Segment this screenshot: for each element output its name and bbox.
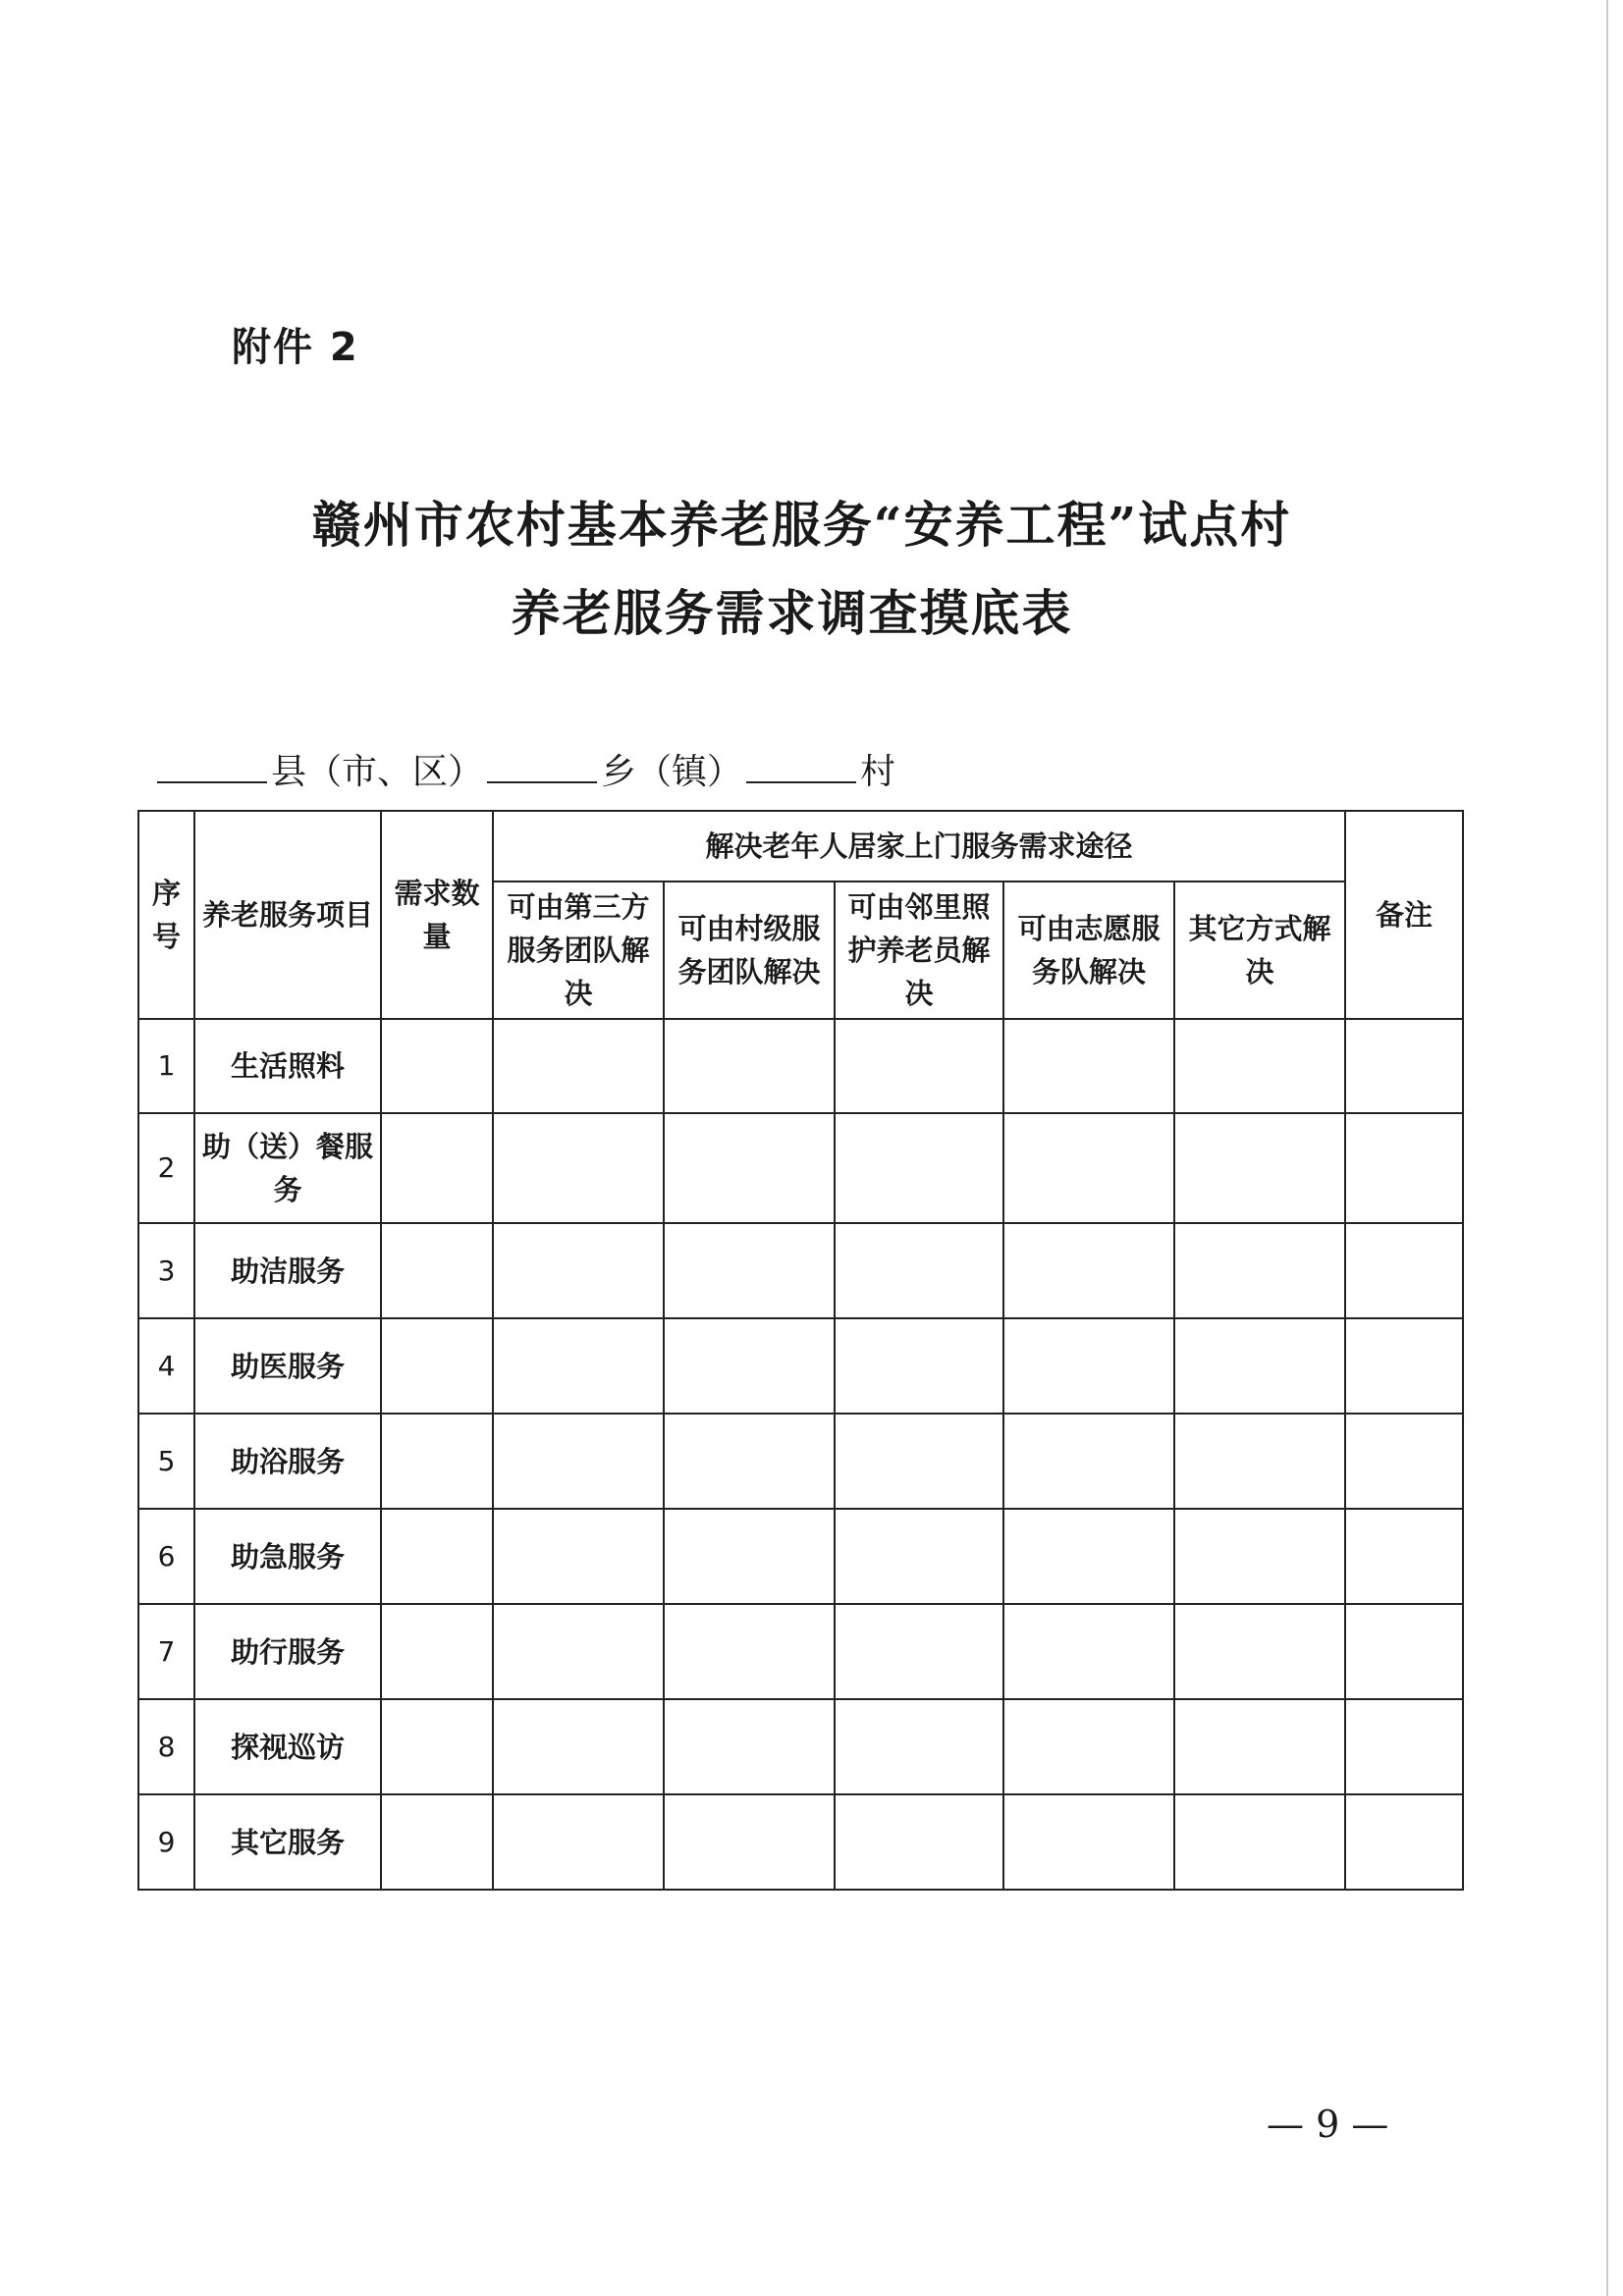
row-input-cell[interactable] — [493, 1509, 664, 1604]
row-input-cell[interactable] — [381, 1509, 493, 1604]
row-input-cell[interactable] — [664, 1318, 835, 1414]
row-service-item: 助浴服务 — [194, 1414, 381, 1509]
town-label: 乡（镇） — [601, 752, 743, 792]
table-row — [138, 1223, 1463, 1318]
row-input-cell[interactable] — [1345, 1019, 1463, 1113]
row-input-cell[interactable] — [1174, 1699, 1345, 1794]
row-input-cell[interactable] — [1174, 1604, 1345, 1699]
page-number: — 9 — — [1267, 2103, 1389, 2146]
row-number: 9 — [138, 1794, 194, 1890]
row-input-cell[interactable] — [1003, 1318, 1174, 1414]
row-input-cell[interactable] — [381, 1223, 493, 1318]
row-number: 5 — [138, 1414, 194, 1509]
row-input-cell[interactable] — [835, 1509, 1003, 1604]
row-service-item: 助洁服务 — [194, 1223, 381, 1318]
row-input-cell[interactable] — [1003, 1794, 1174, 1890]
row-input-cell[interactable] — [1174, 1223, 1345, 1318]
row-input-cell[interactable] — [1345, 1223, 1463, 1318]
row-input-cell[interactable] — [664, 1604, 835, 1699]
row-input-cell[interactable] — [381, 1113, 493, 1223]
attachment-label: 附件 2 — [232, 325, 359, 370]
row-input-cell[interactable] — [1345, 1113, 1463, 1223]
row-input-cell[interactable] — [493, 1604, 664, 1699]
table-row — [138, 1113, 1463, 1223]
row-input-cell[interactable] — [381, 1699, 493, 1794]
row-input-cell[interactable] — [1174, 1414, 1345, 1509]
header-sub-village-team: 可由村级服务团队解决 — [664, 881, 835, 1019]
row-service-item: 生活照料 — [194, 1019, 381, 1113]
location-line — [157, 744, 899, 794]
row-input-cell[interactable] — [1345, 1318, 1463, 1414]
village-blank[interactable] — [746, 752, 856, 783]
row-input-cell[interactable] — [1003, 1223, 1174, 1318]
row-input-cell[interactable] — [835, 1699, 1003, 1794]
row-input-cell[interactable] — [493, 1223, 664, 1318]
row-input-cell[interactable] — [493, 1318, 664, 1414]
header-group: 解决老年人居家上门服务需求途径 — [493, 811, 1345, 881]
village-label: 村 — [860, 752, 896, 792]
row-input-cell[interactable] — [1003, 1019, 1174, 1113]
survey-table — [137, 810, 1464, 1891]
row-input-cell[interactable] — [835, 1604, 1003, 1699]
row-number: 2 — [138, 1113, 194, 1223]
row-input-cell[interactable] — [1174, 1318, 1345, 1414]
row-service-item: 其它服务 — [194, 1794, 381, 1890]
row-input-cell[interactable] — [1174, 1794, 1345, 1890]
row-input-cell[interactable] — [835, 1794, 1003, 1890]
header-sub-other: 其它方式解决 — [1174, 881, 1345, 1019]
header-sub-neighbor-care: 可由邻里照护养老员解决 — [835, 881, 1003, 1019]
header-remark: 备注 — [1345, 811, 1463, 1019]
header-sub-volunteer: 可由志愿服务队解决 — [1003, 881, 1174, 1019]
row-input-cell[interactable] — [381, 1019, 493, 1113]
row-service-item: 助行服务 — [194, 1604, 381, 1699]
row-input-cell[interactable] — [1345, 1509, 1463, 1604]
row-number: 8 — [138, 1699, 194, 1794]
document-title-line1: 赣州市农村基本养老服务“安养工程”试点村 — [311, 496, 1292, 554]
row-input-cell[interactable] — [381, 1318, 493, 1414]
row-input-cell[interactable] — [381, 1604, 493, 1699]
row-input-cell[interactable] — [835, 1414, 1003, 1509]
row-input-cell[interactable] — [1174, 1113, 1345, 1223]
row-input-cell[interactable] — [381, 1794, 493, 1890]
row-input-cell[interactable] — [493, 1019, 664, 1113]
row-service-item: 助医服务 — [194, 1318, 381, 1414]
table-row — [138, 1699, 1463, 1794]
row-number: 1 — [138, 1019, 194, 1113]
row-input-cell[interactable] — [664, 1019, 835, 1113]
row-input-cell[interactable] — [493, 1794, 664, 1890]
row-number: 3 — [138, 1223, 194, 1318]
row-input-cell[interactable] — [1003, 1113, 1174, 1223]
row-number: 7 — [138, 1604, 194, 1699]
table-row — [138, 1509, 1463, 1604]
table-row — [138, 1794, 1463, 1890]
table-row — [138, 1604, 1463, 1699]
row-input-cell[interactable] — [1174, 1019, 1345, 1113]
row-input-cell[interactable] — [664, 1113, 835, 1223]
row-input-cell[interactable] — [1345, 1414, 1463, 1509]
row-input-cell[interactable] — [1345, 1699, 1463, 1794]
row-input-cell[interactable] — [835, 1019, 1003, 1113]
row-input-cell[interactable] — [664, 1699, 835, 1794]
row-input-cell[interactable] — [664, 1223, 835, 1318]
row-input-cell[interactable] — [493, 1414, 664, 1509]
row-input-cell[interactable] — [493, 1699, 664, 1794]
document-title-line2: 养老服务需求调查摸底表 — [511, 584, 1073, 642]
town-blank[interactable] — [487, 752, 597, 783]
county-blank[interactable] — [157, 752, 267, 783]
county-label: 县（市、区） — [271, 752, 484, 792]
row-input-cell[interactable] — [1345, 1604, 1463, 1699]
row-input-cell[interactable] — [835, 1223, 1003, 1318]
row-input-cell[interactable] — [664, 1794, 835, 1890]
header-demand: 需求数量 — [381, 811, 493, 1019]
row-number: 6 — [138, 1509, 194, 1604]
table-row — [138, 1019, 1463, 1113]
row-service-item: 助急服务 — [194, 1509, 381, 1604]
row-input-cell[interactable] — [381, 1414, 493, 1509]
row-input-cell[interactable] — [1003, 1414, 1174, 1509]
row-input-cell[interactable] — [835, 1113, 1003, 1223]
row-number: 4 — [138, 1318, 194, 1414]
row-input-cell[interactable] — [664, 1414, 835, 1509]
row-input-cell[interactable] — [835, 1318, 1003, 1414]
row-input-cell[interactable] — [1003, 1699, 1174, 1794]
row-input-cell[interactable] — [664, 1509, 835, 1604]
row-service-item: 助（送）餐服务 — [194, 1113, 381, 1223]
row-input-cell[interactable] — [1345, 1794, 1463, 1890]
row-input-cell[interactable] — [1003, 1509, 1174, 1604]
header-item: 养老服务项目 — [194, 811, 381, 1019]
page-edge — [1606, 0, 1608, 2296]
table-body — [138, 1019, 1463, 1890]
row-input-cell[interactable] — [1174, 1509, 1345, 1604]
table-row — [138, 1318, 1463, 1414]
row-input-cell[interactable] — [493, 1113, 664, 1223]
row-service-item: 探视巡访 — [194, 1699, 381, 1794]
header-sub-third-party: 可由第三方服务团队解决 — [493, 881, 664, 1019]
table-row — [138, 1414, 1463, 1509]
header-seq: 序号 — [138, 811, 194, 1019]
row-input-cell[interactable] — [1003, 1604, 1174, 1699]
